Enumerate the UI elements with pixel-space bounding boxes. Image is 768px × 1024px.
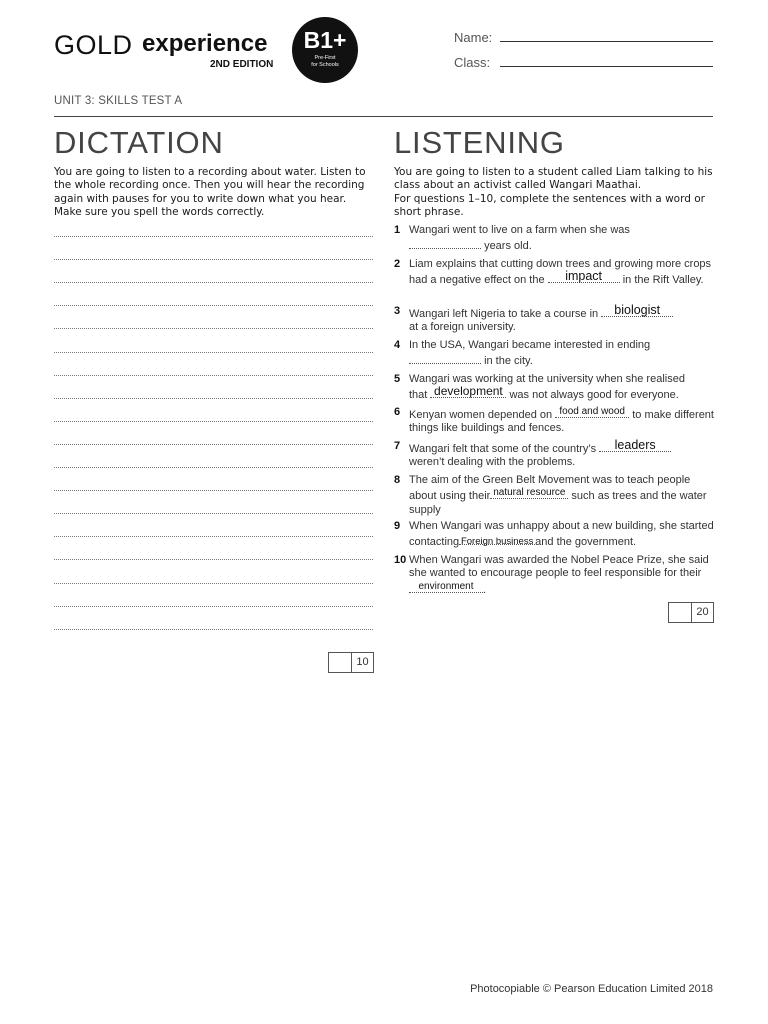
- question-7: 7 Wangari felt that some of the country’s leaders weren’t dealing with the problems.: [394, 440, 714, 470]
- unit-label: UNIT 3: SKILLS TEST A: [54, 95, 183, 107]
- name-label: Name:: [454, 30, 493, 45]
- dictation-writing-line[interactable]: [54, 328, 373, 329]
- dictation-writing-line[interactable]: [54, 606, 373, 607]
- dictation-writing-line[interactable]: [54, 583, 373, 584]
- footer-copyright: Photocopiable © Pearson Education Limited 2018: [470, 983, 713, 995]
- logo-edition-text: 2ND EDITION: [210, 59, 274, 70]
- badge-sub-line2: for Schools: [311, 61, 339, 68]
- listening-intro-line2: For questions 1–10, complete the sentences with a word or short phrase.: [394, 192, 705, 219]
- answer-gap-1[interactable]: [409, 237, 481, 249]
- dictation-writing-line[interactable]: [54, 629, 373, 630]
- answer-gap-2[interactable]: impact: [548, 271, 620, 283]
- dictation-writing-line[interactable]: [54, 375, 373, 376]
- badge-level-text: B1+: [303, 27, 347, 53]
- answer-gap-4[interactable]: [409, 352, 481, 364]
- listening-score-total: 20: [696, 606, 709, 618]
- answer-gap-10[interactable]: environment: [409, 581, 483, 593]
- question-10: 10 When Wangari was awarded the Nobel Peace Prize, she said she wanted to encourage people to feel responsible for their environment .: [394, 554, 709, 596]
- logo-experience-text: experience: [142, 30, 268, 57]
- question-6: 6 Kenyan women depended on food and wood to make different things like buildings and fences.: [394, 406, 714, 435]
- dictation-writing-line[interactable]: [54, 467, 373, 468]
- listening-title: LISTENING: [394, 125, 565, 160]
- dictation-score-box: [328, 652, 374, 673]
- class-label: Class:: [454, 55, 491, 70]
- answer-gap-7[interactable]: leaders: [599, 440, 671, 452]
- answer-gap-3[interactable]: biologist: [601, 305, 673, 317]
- answer-gap-5[interactable]: development: [430, 386, 506, 398]
- badge-sub-line1: Pre-First: [314, 55, 336, 61]
- dictation-writing-line[interactable]: [54, 236, 373, 237]
- listening-score-input[interactable]: [669, 603, 692, 622]
- answer-gap-6[interactable]: food and wood: [555, 406, 629, 418]
- dictation-score-input[interactable]: [329, 653, 352, 672]
- dictation-writing-line[interactable]: [54, 444, 373, 445]
- question-8: 8 The aim of the Green Belt Movement was to teach people about using their natural resource such as trees and the water supply: [394, 474, 707, 516]
- dictation-writing-line[interactable]: [54, 421, 373, 422]
- dictation-writing-line[interactable]: [54, 352, 373, 353]
- dictation-writing-line[interactable]: [54, 259, 373, 260]
- dictation-intro: You are going to listen to a recording about water. Listen to the whole recording once. Then you will hear the recording again with pauses for you to write down what you hear. Make sure you spell the words correctly.: [54, 166, 366, 219]
- level-badge: [292, 17, 358, 83]
- question-9: 9 When Wangari was unhappy about a new building, she started contacting Foreign business and the government.: [394, 520, 714, 549]
- dictation-title: DICTATION: [54, 125, 224, 160]
- dictation-writing-line[interactable]: [54, 513, 373, 514]
- question-4: 4 In the USA, Wangari became interested in ending in the city.: [394, 339, 651, 368]
- question-1: 1 Wangari went to live on a farm when she was years old.: [394, 224, 630, 253]
- logo-gold-text: GOLD: [54, 30, 133, 60]
- class-field[interactable]: [500, 66, 713, 67]
- dictation-writing-line[interactable]: [54, 282, 373, 283]
- dictation-writing-line[interactable]: [54, 559, 373, 560]
- answer-gap-8[interactable]: natural resource: [490, 487, 568, 499]
- listening-intro: [394, 166, 714, 220]
- header-divider: [54, 116, 713, 117]
- dictation-writing-line[interactable]: [54, 305, 373, 306]
- question-5: 5 Wangari was working at the university when she realised that development was not always good for everyone.: [394, 373, 685, 402]
- name-field[interactable]: [500, 41, 713, 42]
- dictation-writing-line[interactable]: [54, 398, 373, 399]
- question-2: 2 Liam explains that cutting down trees and growing more crops had a negative effect on the impact in the Rift Valley.: [394, 258, 712, 287]
- listening-intro-line1: You are going to listen to a student called Liam talking to his class about an activist called Wangari Maathai.: [394, 166, 713, 192]
- question-3: 3 Wangari left Nigeria to take a course in biologist at a foreign university.: [394, 305, 714, 335]
- dictation-writing-line[interactable]: [54, 536, 373, 537]
- dictation-score-total: 10: [356, 656, 369, 668]
- dictation-writing-line[interactable]: [54, 490, 373, 491]
- listening-score-box: [668, 602, 714, 623]
- answer-gap-9[interactable]: Foreign business: [459, 533, 535, 545]
